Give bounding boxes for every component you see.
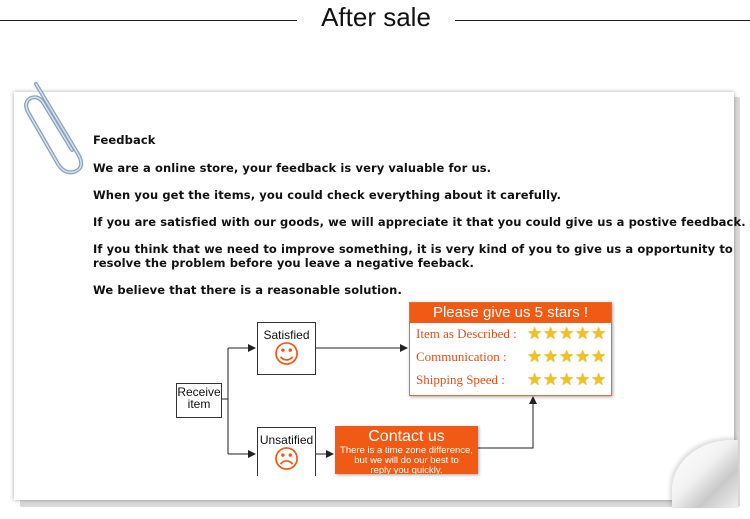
unsatisfied-label: Unsatified — [259, 433, 314, 447]
receive-label-1: Receive — [177, 385, 221, 399]
paragraph-2: When you get the items, you could check everything about it carefully. — [93, 188, 562, 202]
rating-label-item: Item as Described : — [416, 326, 517, 341]
contact-line-1: There is a time zone difference, — [340, 445, 473, 456]
star-icon: ★ — [559, 324, 575, 343]
rating-panel — [409, 302, 612, 396]
contact-line-2: but we will do our best to — [354, 455, 459, 466]
star-icon: ★ — [527, 347, 543, 366]
paragraph-3: If you are satisfied with our goods, we will appreciate it that you could give us a postive feedback. — [93, 215, 746, 229]
rating-label-shipping: Shipping Speed : — [416, 372, 505, 387]
star-icon: ★ — [559, 370, 575, 389]
star-icon: ★ — [591, 370, 607, 389]
satisfied-box — [257, 322, 316, 375]
unsatisfied-box — [257, 427, 316, 476]
contact-us-box[interactable] — [335, 426, 478, 474]
star-icon: ★ — [575, 370, 591, 389]
star-icon: ★ — [575, 324, 591, 343]
star-icon: ★ — [591, 324, 607, 343]
sad-face-icon: ☹ — [272, 445, 301, 475]
paragraph-4-line-2: resolve the problem before you leave a negative feeback. — [93, 256, 475, 270]
star-icon: ★ — [543, 347, 559, 366]
rating-heading: Please give us 5 stars ! — [410, 303, 611, 323]
star-icon: ★ — [575, 347, 591, 366]
rating-row-item — [416, 326, 517, 346]
star-icon: ★ — [543, 324, 559, 343]
star-icon: ★ — [543, 370, 559, 389]
rating-row-communication — [416, 349, 507, 369]
page-title: After sale — [321, 2, 431, 32]
receive-label-2: item — [187, 397, 211, 411]
receive-item-box — [176, 383, 222, 418]
rating-row-shipping — [416, 372, 505, 392]
feedback-heading: Feedback — [93, 133, 156, 147]
contact-line-3: reply you quickly. — [370, 465, 443, 474]
satisfied-label: Satisfied — [263, 328, 310, 342]
star-icon: ★ — [559, 347, 575, 366]
paragraph-1: We are a online store, your feedback is very valuable for us. — [93, 161, 492, 175]
connector-contact-to-stars — [478, 397, 533, 448]
star-icon: ★ — [527, 370, 543, 389]
rating-label-communication: Communication : — [416, 349, 507, 364]
paragraph-5: We believe that there is a reasonable solution. — [93, 283, 402, 297]
paragraph-4-line-1: If you think that we need to improve something, it is very kind of you to give us a opportunity to — [93, 242, 733, 256]
contact-title: Contact us — [368, 428, 445, 445]
star-icon: ★ — [527, 324, 543, 343]
star-icon: ★ — [591, 347, 607, 366]
smile-icon: ☺ — [272, 340, 301, 370]
